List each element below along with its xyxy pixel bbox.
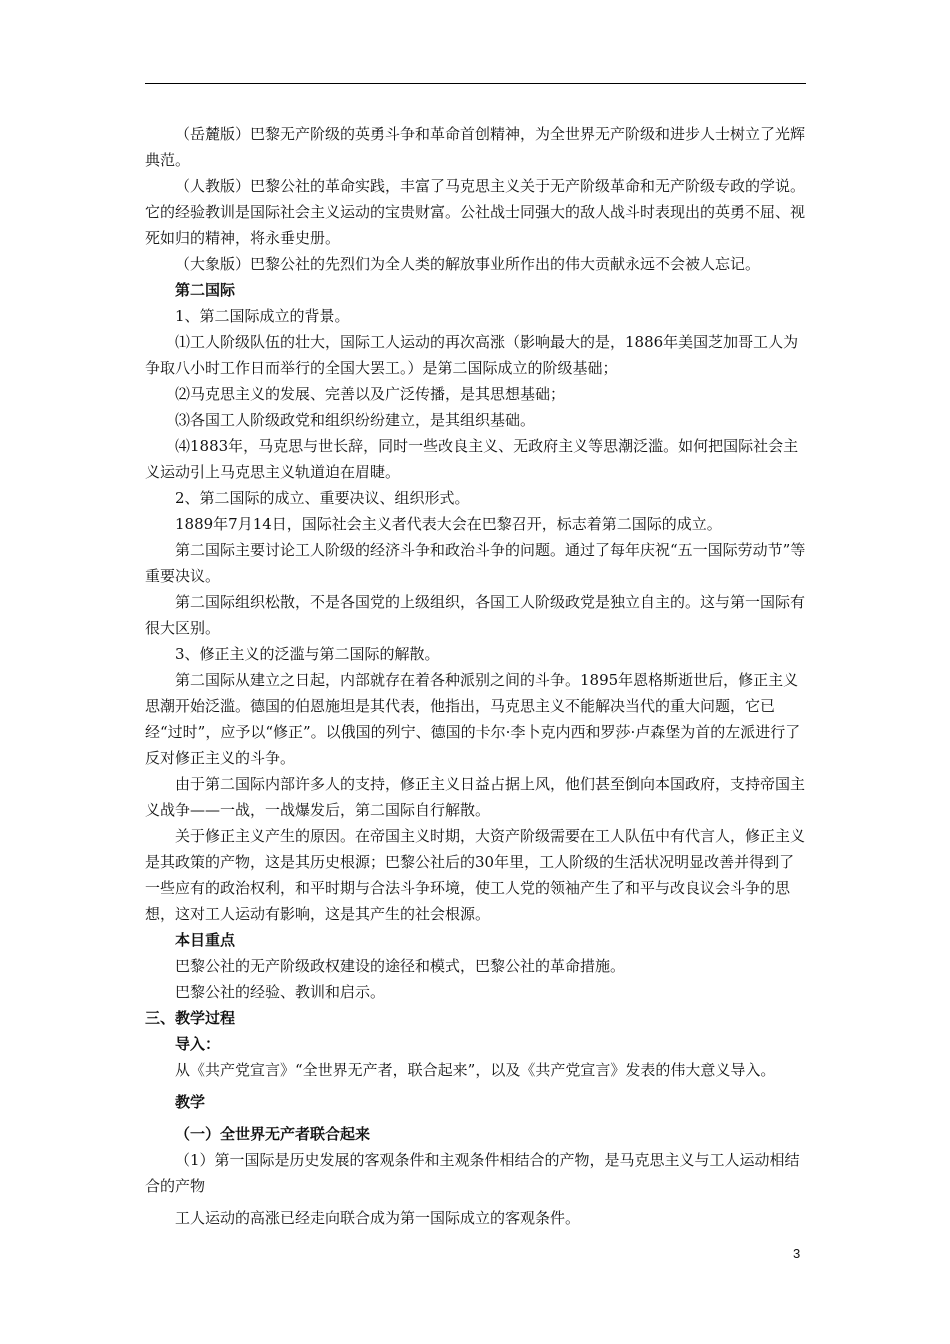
paragraph: 巴黎公社的经验、教训和启示。 [175,983,386,1001]
paragraph: ⑶各国工人阶级政党和组织纷纷建立，是其组织基础。 [175,411,536,429]
paragraph: 第二国际从建立之日起，内部就存在着各种派别之间的斗争。1895年恩格斯逝世后，修正主义思潮开始泛滥。德国的伯恩施坦是其代表，他指出，马克思主义不能解决当代的重大问题，它已经“过时”，应予以“修正”。以俄国的列宁、德国的卡尔·李卜克内西和罗莎·卢森堡为首的左派进行了反对修正主义的斗争。 [145,671,801,767]
subsection-heading: 教学 [175,1093,206,1111]
paragraph: 3、修正主义的泛滥与第二国际的解散。 [175,645,440,663]
paragraph: 2、第二国际的成立、重要决议、组织形式。 [175,489,470,507]
section-heading: 第二国际 [175,281,236,299]
document-body [145,121,806,1231]
paragraph: ⑵马克思主义的发展、完善以及广泛传播，是其思想基础； [175,385,566,403]
header-rule [145,83,806,84]
paragraph: ⑷1883年，马克思与世长辞，同时一些改良主义、无政府主义等思潮泛滥。如何把国际社会主义运动引上马克思主义轨道迫在眉睫。 [145,437,799,481]
paragraph: 巴黎公社的无产阶级政权建设的途径和模式，巴黎公社的革命措施。 [175,957,626,975]
paragraph: 从《共产党宣言》“全世界无产者，联合起来”，以及《共产党宣言》发表的伟大意义导入。 [175,1061,776,1079]
paragraph: 第二国际主要讨论工人阶级的经济斗争和政治斗争的问题。通过了每年庆祝“五一国际劳动节”等重要决议。 [145,541,806,585]
paragraph: 由于第二国际内部许多人的支持，修正主义日益占据上风，他们甚至倒向本国政府，支持帝国主义战争——一战，一战爆发后，第二国际自行解散。 [145,775,806,819]
section-heading: 三、教学过程 [145,1009,236,1027]
subsection-heading: 导入： [175,1035,221,1053]
subsection-heading: （一）全世界无产者联合起来 [175,1125,371,1143]
paragraph: （岳麓版）巴黎无产阶级的英勇斗争和革命首创精神，为全世界无产阶级和进步人士树立了光辉典范。 [145,125,806,169]
paragraph: 工人运动的高涨已经走向联合成为第一国际成立的客观条件。 [175,1209,581,1227]
paragraph: 第二国际组织松散，不是各国党的上级组织，各国工人阶级政党是独立自主的。这与第一国际有很大区别。 [145,593,806,637]
page-number: 3 [793,1246,801,1261]
section-heading: 本目重点 [175,931,236,949]
paragraph: 关于修正主义产生的原因。在帝国主义时期，大资产阶级需要在工人队伍中有代言人，修正主义是其政策的产物，这是其历史根源；巴黎公社后的30年里，工人阶级的生活状况明显改善并得到了一些应有的政治权利，和平时期与合法斗争环境，使工人党的领袖产生了和平与改良议会斗争的思想，这对工人运动有影响，这是其产生的社会根源。 [145,827,806,923]
paragraph: ⑴工人阶级队伍的壮大，国际工人运动的再次高涨（影响最大的是，1886年美国芝加哥工人为争取八小时工作日而举行的全国大罢工。）是第二国际成立的阶级基础； [145,333,799,377]
paragraph: （大象版）巴黎公社的先烈们为全人类的解放事业所作出的伟大贡献永远不会被人忘记。 [175,255,761,273]
paragraph: （1）第一国际是历史发展的客观条件和主观条件相结合的产物，是马克思主义与工人运动相结合的产物 [145,1151,800,1195]
paragraph: 1、第二国际成立的背景。 [175,307,350,325]
paragraph: （人教版）巴黎公社的革命实践，丰富了马克思主义关于无产阶级革命和无产阶级专政的学说。它的经验教训是国际社会主义运动的宝贵财富。公社战士同强大的敌人战斗时表现出的英勇不屈、视死如归的精神，将永垂史册。 [145,177,806,247]
paragraph: 1889年7月14日，国际社会主义者代表大会在巴黎召开，标志着第二国际的成立。 [175,515,722,533]
